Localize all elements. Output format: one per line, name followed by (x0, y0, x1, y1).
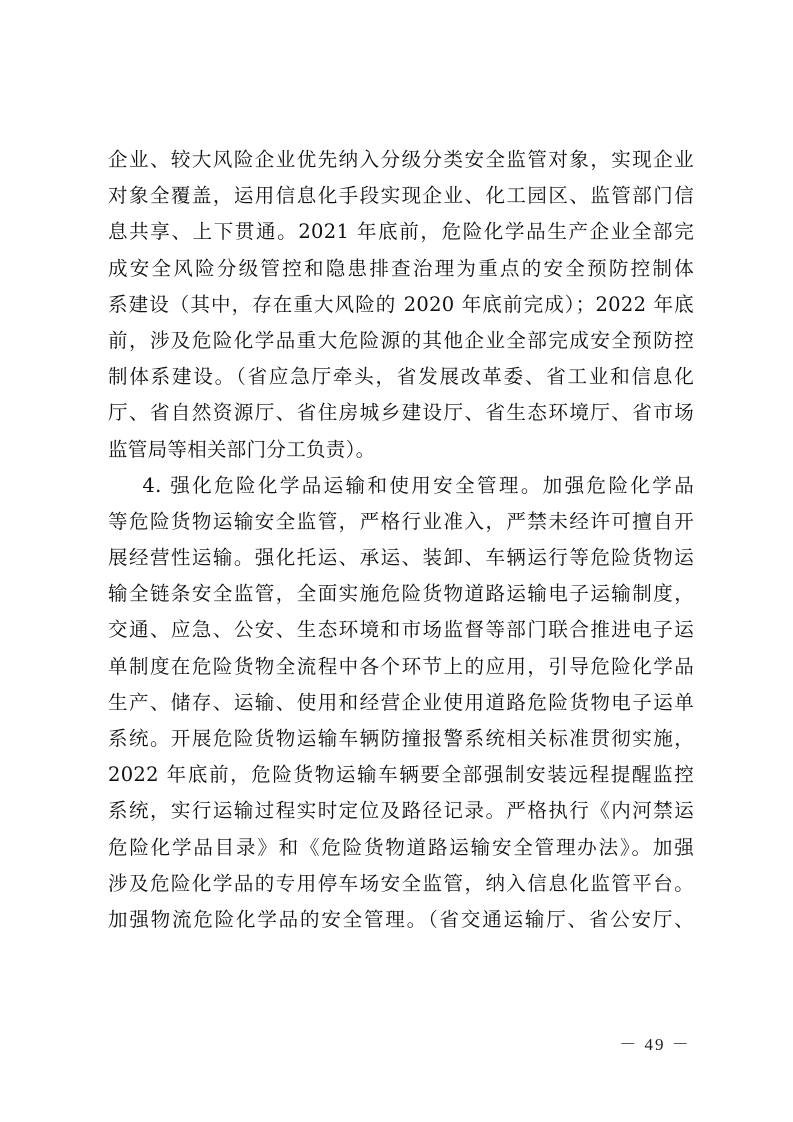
section-heading-line: 4. 强化危险化学品运输和使用安全管理。加强危险化学品 (108, 473, 694, 497)
text-line: 息共享、上下贯通。2021 年底前，危险化学品生产企业全部完 (108, 220, 694, 244)
text-line: 危险化学品目录》和《危险货物道路运输安全管理办法》。加强 (108, 835, 694, 859)
text-line: 系建设（其中，存在重大风险的 2020 年底前完成）；2022 年底 (108, 292, 694, 316)
text-line: 等危险货物运输安全监管，严格行业准入，严禁未经许可擅自开 (108, 509, 694, 533)
text-line: 输全链条安全监管，全面实施危险货物道路运输电子运输制度， (108, 582, 694, 606)
text-line: 系统，实行运输过程实时定位及路径记录。严格执行《内河禁运 (108, 799, 694, 823)
text-line: 涉及危险化学品的专用停车场安全监管，纳入信息化监管平台。 (108, 871, 694, 895)
text-line: 单制度在危险货物全流程中各个环节上的应用，引导危险化学品 (108, 654, 694, 678)
text-line: 生产、储存、运输、使用和经营企业使用道路危险货物电子运单 (108, 690, 694, 714)
text-line: 厅、省自然资源厅、省住房城乡建设厅、省生态环境厅、省市场 (108, 401, 694, 425)
text-line: 加强物流危险化学品的安全管理。（省交通运输厅、省公安厅、 (108, 907, 694, 931)
text-line: 监管局等相关部门分工负责）。 (108, 437, 376, 461)
text-line: 企业、较大风险企业优先纳入分级分类安全监管对象，实现企业 (108, 148, 694, 171)
text-line: 交通、应急、公安、生态环境和市场监督等部门联合推进电子运 (108, 618, 694, 642)
text-line: 系统。开展危险货物运输车辆防撞报警系统相关标准贯彻实施， (108, 727, 694, 750)
text-line: 对象全覆盖，运用信息化手段实现企业、化工园区、监管部门信 (108, 184, 694, 208)
text-line: 成安全风险分级管控和隐患排查治理为重点的安全预防控制体 (108, 256, 694, 280)
text-line: 前，涉及危险化学品重大危险源的其他企业全部完成安全预防控 (108, 328, 694, 352)
page-number: － 49 － (619, 1035, 691, 1054)
body-text (108, 142, 694, 938)
text-line: 制体系建设。（省应急厅牵头，省发展改革委、省工业和信息化 (108, 365, 694, 389)
text-line: 2022 年底前，危险货物运输车辆要全部强制安装远程提醒监控 (108, 763, 694, 787)
text-line: 展经营性运输。强化托运、承运、装卸、车辆运行等危险货物运 (108, 546, 694, 570)
